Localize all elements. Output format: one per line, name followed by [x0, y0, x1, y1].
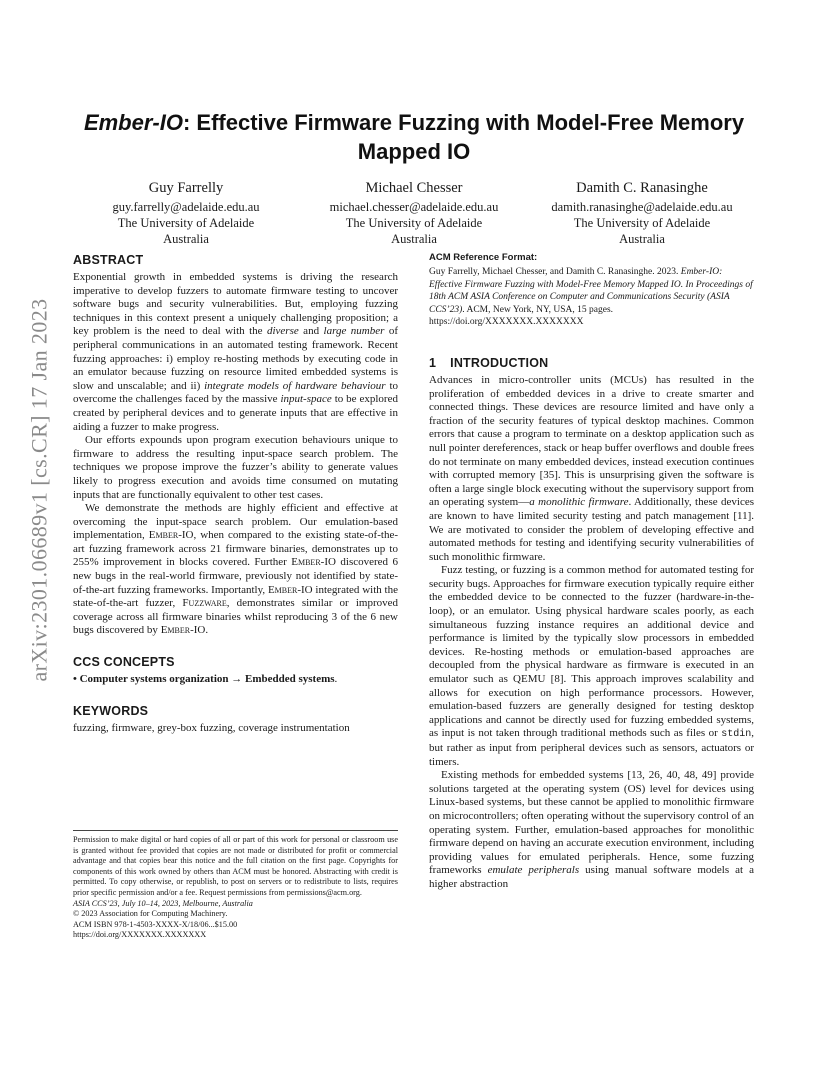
author-affiliation: The University of Adelaide [117, 216, 255, 230]
intro-paragraph-1: Advances in micro-controller units (MCUs) has resulted in the proliferation of embedded devices in a drive to create smarter and connected things. These devices are resource limited and have only a fraction of the security features of typical desktop machines. Common errors that cause a program to terminate on a desktop application such as null pointer dereferences, stack or heap buffer overflows and double frees do not terminate on many embedded devices, instead execution continues with corrupted memory [35]. This is unsurprising given the software is often a large single block executing without the supervisory support from an operating system—a monolithic firmware. Additionally, these devices are known to have limited security testing and patch management [11]. We are motivated to consider the problem of developing effective and automated methods for testing and identifying security vulnerabilities of such monolithic firmware. [429, 373, 755, 563]
author-country: Australia [619, 232, 665, 246]
author-affiliation: The University of Adelaide [345, 216, 483, 230]
ccs-heading: CCS CONCEPTS [73, 655, 175, 670]
author-affiliation: The University of Adelaide [573, 216, 711, 230]
intro-paragraph-2: Fuzz testing, or fuzzing is a common method for automated testing for security bugs. Approaches for firmware execution typically require either the embedded device to be connected to the fuzzer (hardware-in-the-loop), or an emulator. Using physical hardware scales poorly, as each simultaneous fuzzing instance requires an additional device and performance is limited by the typically slow processors in embedded devices. Re-hosting methods or emulation-based approaches are decoupled from the physical hardware as firmware is executed in an emulator such as QEMU [8]. This approach improves scalability and allows for execution on high performance processors. However, emulation-based fuzzers are generally designed for testing desktop applications and cannot be directly used for fuzzing embedded systems, as input is not taken through traditional methods such as files or stdin, but rather as input from peripheral devices such as sensors, actuators or timers. [429, 564, 754, 768]
author-email: michael.chesser@adelaide.edu.au [329, 200, 499, 214]
author-email: guy.farrelly@adelaide.edu.au [112, 200, 260, 214]
abstract-paragraph-1: Exponential growth in embedded systems is driving the research imperative to develop fuzzers to automate firmware testing to uncover software bugs and security vulnerabilities. But, employing fuzzing techniques in this context present a uniquely challenging proposition; a key problem is the need to deal with the diverse and large number of peripheral communications in an automated testing framework. Recent fuzzing approaches: i) employ re-hosting methods by executing code in an emulator because fuzzing on resource limited embedded systems is slow and unscalable; and ii) integrate models of hardware behaviour to overcome the challenges faced by the massive input-space to be explored created by peripheral devices and to generate inputs that are effective in aiding a fuzzer to make progress. [73, 271, 398, 433]
author-country: Australia [163, 232, 209, 246]
title-rest-line1: : Effective Firmware Fuzzing with Model-Free Memory [182, 110, 745, 135]
acm-reference-heading: ACM Reference Format: [429, 252, 538, 263]
left-column [73, 252, 398, 735]
author-name: Damith C. Ranasinghe [576, 180, 708, 196]
author-email: damith.ranasinghe@adelaide.edu.au [551, 200, 733, 214]
author-1 [72, 178, 300, 247]
footnote-divider [73, 830, 398, 831]
author-name: Michael Chesser [365, 180, 463, 196]
doi-line: https://doi.org/XXXXXXX.XXXXXXX [73, 930, 207, 940]
isbn-line: ACM ISBN 978-1-4503-XXXX-X/18/06...$15.00 [73, 919, 238, 929]
author-block [72, 178, 756, 247]
keywords-heading: KEYWORDS [73, 703, 149, 718]
arxiv-id: arXiv:2301.06689v1 [cs.CR] 17 Jan 2023 [27, 298, 52, 682]
abstract-heading: ABSTRACT [73, 253, 144, 267]
copyright-footnote [73, 835, 398, 941]
permission-notice: Permission to make digital or hard copies of all or part of this work for personal or classroom use is granted without fee provided that copies are not made or distributed for profit or commercial advantage and that copies bear this notice and the full citation on the first page. Copyrights for components of this work owned by others than ACM must be honored. Abstracting with credit is permitted. To copy otherwise, or republish, to post on servers or to redistribute to lists, requires prior specific permission and/or a fee. Request permissions from permissions@acm.org. [73, 835, 398, 897]
author-name: Guy Farrelly [148, 180, 224, 196]
conference-line: ASIA CCS’23, July 10–14, 2023, Melbourne, Australia [73, 898, 253, 908]
copyright-line: © 2023 Association for Computing Machinery. [73, 909, 228, 919]
title-line2: Mapped IO [357, 139, 471, 164]
paper-title [60, 108, 768, 166]
intro-paragraph-3: Existing methods for embedded systems [13, 26, 40, 48, 49] provide solutions targeted at the operating system (OS) level for devices using Linux-based systems, but these cannot be applied to monolithic firmware on microcontrollers; often operating without the supervisory control of an operating system. Further, emulation-based approaches for monolithic firmware depend on having an accurate execution environment, including providing values for emulated peripherals. Hence, some fuzzing frameworks emulate peripherals using manual software models at a higher abstraction [429, 769, 754, 890]
ccs-item: • Computer systems organization → Embedded systems. [73, 673, 338, 686]
arxiv-sidebar [22, 290, 58, 690]
author-country: Australia [391, 232, 437, 246]
introduction-heading: 1 INTRODUCTION [429, 355, 549, 370]
author-3 [528, 178, 756, 247]
keywords-text: fuzzing, firmware, grey-box fuzzing, coverage instrumentation [73, 721, 350, 734]
author-2 [300, 178, 528, 247]
acm-reference-text: Guy Farrelly, Michael Chesser, and Damith C. Ranasinghe. 2023. Ember-IO: Effective Firmware Fuzzing with Model-Free Memory Mapped IO. In Proceedings of 18th ACM ASIA Conference on Computer and Communications Security (ASIA CCS’23). ACM, New York, NY, USA, 15 pages. https://doi.org/XXXXXXX.XXXXXXX [429, 267, 753, 328]
abstract-paragraph-2: Our efforts expounds upon program execution behaviours unique to firmware to address the resulting input-space search problem. The techniques we propose improve the fuzzer’s ability to generate values likely to progress execution and avoids time consumed on mutating inputs that are functionally equivalent to other test cases. [73, 434, 398, 501]
abstract-paragraph-3: We demonstrate the methods are highly efficient and effective at overcoming the input-space search problem. Our emulation-based implementation, Ember-IO, when compared to the existing state-of-the-art fuzzing framework across 21 firmware binaries, demonstrates up to 255% improvement in blocks covered. Further Ember-IO discovered 6 new bugs in the real-world firmware, previously not identified by state-of-the-art fuzzing frameworks. Importantly, Ember-IO integrated with the state-of-the-art fuzzer, Fuzzware, demonstrates similar or improved coverage across all firmware binaries whilst reproducing 3 of the 6 new bugs discovered by Ember-IO. [73, 502, 398, 637]
title-ember-io: Ember-IO [83, 110, 183, 135]
right-column [429, 252, 754, 892]
